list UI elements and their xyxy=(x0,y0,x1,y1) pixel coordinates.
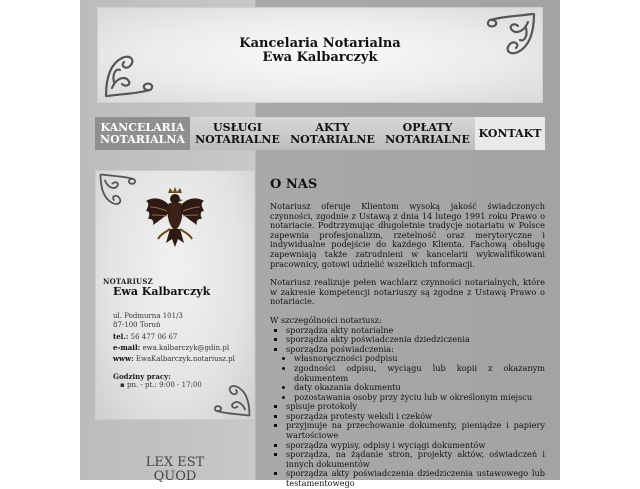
site-title xyxy=(98,37,542,65)
www-link[interactable]: EwaKalbarczyk.notariusz.pl xyxy=(135,355,235,363)
email-label: e-mail: xyxy=(113,343,141,352)
motto-line2: QUOD xyxy=(153,469,197,484)
nav-uslugi-notarialne[interactable]: USŁUGI NOTARIALNE xyxy=(195,120,280,146)
services-list xyxy=(270,326,545,489)
page xyxy=(80,0,560,489)
phone-line xyxy=(113,332,177,341)
main-nav xyxy=(95,117,545,150)
list-item: ▪ sporządza akty poświadczenia dziedziczenia xyxy=(286,335,545,345)
phone-value: 56 477 06 67 xyxy=(130,333,178,341)
hours-label: Godziny pracy: xyxy=(113,372,171,381)
list-intro: W szczególności notariusz: xyxy=(270,314,382,325)
www-label: www: xyxy=(113,354,134,363)
list-item: ▪ sporządza protesty weksli i czeków xyxy=(286,412,545,422)
site-title-line2: Ewa Kalbarczyk xyxy=(262,50,378,65)
contact-card xyxy=(95,170,255,420)
list-item: ▪ sporządza akty poświadczenia dziedziczenia ustawowego lub testamentowego xyxy=(286,469,545,488)
scope-paragraph: Notariusz realizuje pełen wachlarz czynności notarialnych, które w zakresie kompetencji notariuszy są zgodne z Ustawą Prawo o notariacie. xyxy=(270,277,545,307)
hours-value: ▪ pn. - pt.: 9:00 - 17:00 xyxy=(120,381,202,389)
intro-paragraph: Notariusz oferuje Klientom wysoką jakość świadczonych czynności, zgodnie z Ustawą z dnia 14 lutego 1991 roku Prawo o notariacie. Podtrzymując długoletnie tradycje notariatu w Polsce zapewnia profesjonalizm, rzetelność oraz merytoryczne i indywidualne podejście do każdego Klienta. Fachową obsługę zapewniają także zatrudnieni w kancelarii wykwalifikowani pracownicy, gotowi udzielić wszelkich informacji. xyxy=(270,201,545,269)
site-title-line1: Kancelaria Notarialna xyxy=(239,36,401,51)
main-content xyxy=(270,177,545,489)
list-item: • daty okazania dokumentu xyxy=(294,383,545,393)
phone-label: tel.: xyxy=(113,332,129,341)
nav-kancelaria-notarialna[interactable]: KANCELARIA NOTARIALNA xyxy=(95,117,190,150)
address-line1: ul. Podmurna 101/3 xyxy=(113,312,183,320)
address-line2: 87-100 Toruń xyxy=(113,321,161,329)
list-item: ▪ spisuje protokoły xyxy=(286,402,545,412)
motto xyxy=(95,456,255,484)
nav-kontakt[interactable]: KONTAKT xyxy=(475,117,545,150)
list-item: ▪ sporządza poświadczenia: • własnoręczności podpisu • zgodności odpisu, wyciągu lub kopii z okazanym dokumentem • daty okazania dokumentu • pozostawania osoby przy życiu lub w określonym miejscu xyxy=(286,345,545,403)
header-banner xyxy=(97,7,543,103)
corner-ornament-icon xyxy=(212,379,254,419)
eagle-emblem-icon xyxy=(144,187,206,253)
nav-akty-notarialne[interactable]: AKTY NOTARIALNE xyxy=(290,120,375,146)
email-link[interactable]: ewa.kalbarczyk@gdin.pl xyxy=(142,344,230,352)
certifications-sublist xyxy=(286,354,545,402)
nav-oplaty-notarialne[interactable]: OPŁATY NOTARIALNE xyxy=(385,120,470,146)
list-item: ▪ przyjmuje na przechowanie dokumenty, pieniądze i papiery wartościowe xyxy=(286,421,545,440)
notary-label: NOTARIUSZ xyxy=(103,277,153,286)
motto-line1: LEX EST xyxy=(145,455,205,470)
list-item: • zgodności odpisu, wyciągu lub kopii z okazanym dokumentem xyxy=(294,364,545,383)
email-line xyxy=(113,343,229,352)
notary-name: Ewa Kalbarczyk xyxy=(113,285,211,298)
list-item: • pozostawania osoby przy życiu lub w określonym miejscu xyxy=(294,393,545,403)
list-item: ▪ sporządza wypisy, odpisy i wyciągi dokumentów xyxy=(286,441,545,451)
page-title: O NAS xyxy=(270,177,318,192)
list-item: ▪ sporządza akty notarialne xyxy=(286,326,545,336)
www-line xyxy=(113,354,235,363)
list-item: • własnoręczności podpisu xyxy=(294,354,545,364)
corner-ornament-icon xyxy=(96,171,138,211)
list-item: ▪ sporządza, na żądanie stron, projekty aktów, oświadczeń i innych dokumentów xyxy=(286,450,545,469)
